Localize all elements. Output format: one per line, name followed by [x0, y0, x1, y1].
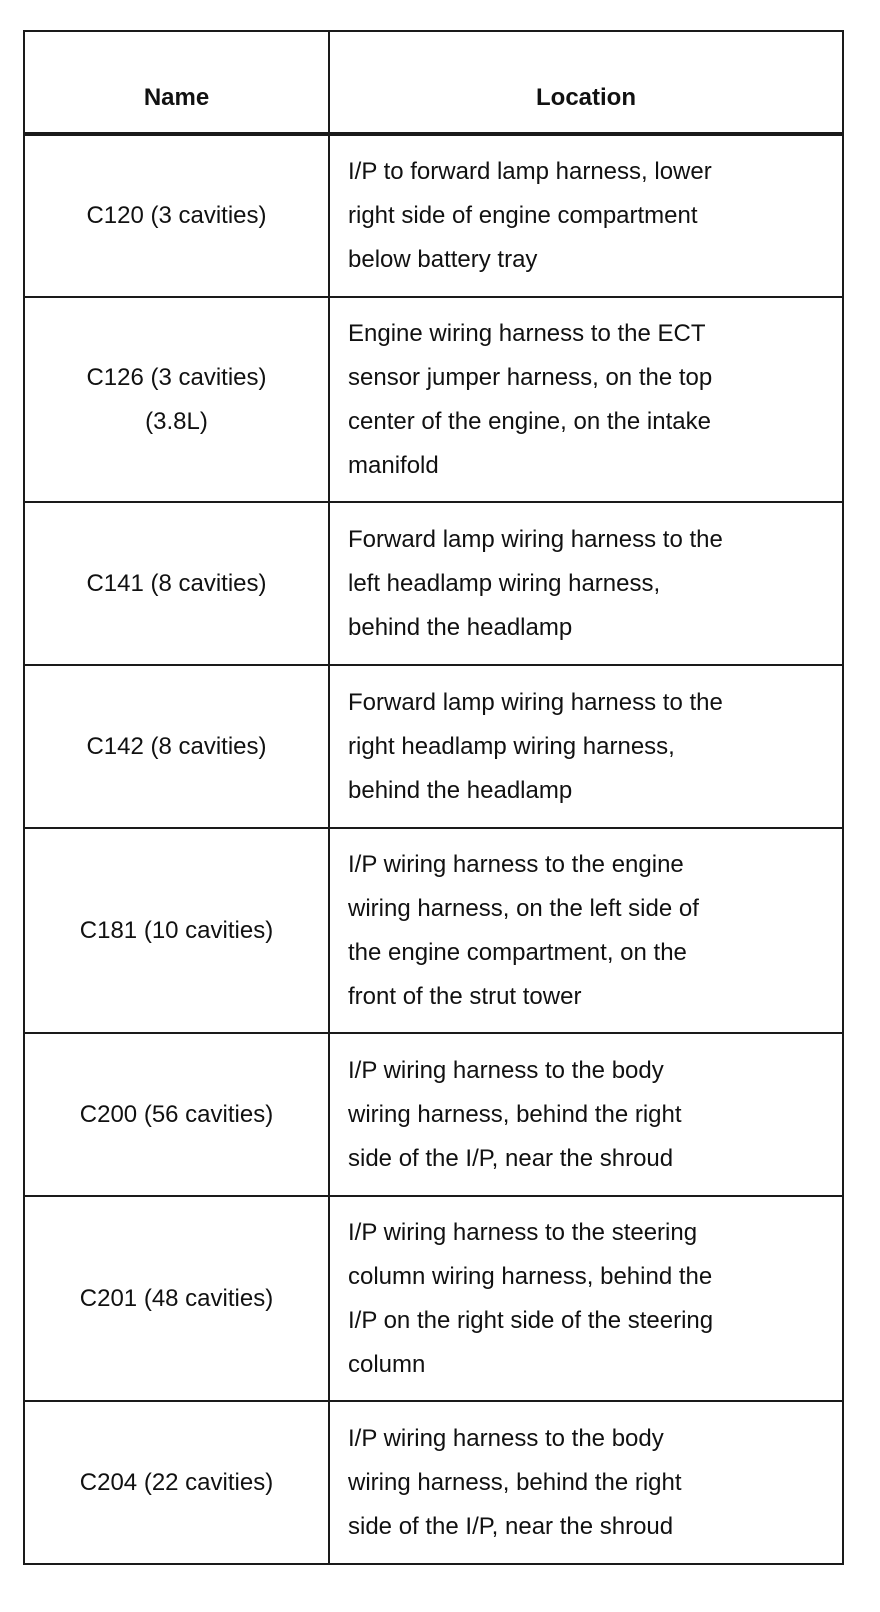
table-row	[24, 1196, 843, 1401]
connector-location-line: front of the strut tower	[348, 982, 582, 1010]
connector-location-line: column	[348, 1350, 426, 1378]
connector-location-line: behind the headlamp	[348, 613, 573, 641]
table-row	[24, 502, 843, 665]
connector-location-line: Forward lamp wiring harness to the	[348, 688, 723, 716]
connector-name-cell	[24, 665, 329, 828]
connector-name-cell	[24, 297, 329, 502]
connector-location-line: below battery tray	[348, 246, 538, 273]
table-row	[24, 828, 843, 1033]
connector-location-line: left headlamp wiring harness,	[348, 569, 661, 597]
table-row	[24, 134, 843, 297]
connector-location-cell	[329, 1196, 843, 1401]
table-row	[24, 1401, 843, 1564]
header-name: Name	[24, 31, 329, 134]
header-location: Location	[329, 31, 843, 134]
connector-location-line: column wiring harness, behind the	[348, 1262, 713, 1290]
connector-name-cell	[24, 828, 329, 1033]
connector-location-line: wiring harness, on the left side of	[348, 894, 699, 922]
connector-location-line: I/P wiring harness to the engine	[348, 850, 684, 878]
connector-location-line: right headlamp wiring harness,	[348, 732, 675, 760]
connector-location-line: I/P to forward lamp harness, lower	[348, 158, 712, 185]
table-row	[24, 665, 843, 828]
table-row	[24, 297, 843, 502]
connector-location-line: Forward lamp wiring harness to the	[348, 525, 723, 553]
connector-location-cell	[329, 665, 843, 828]
connector-location-line: I/P wiring harness to the steering	[348, 1218, 698, 1246]
connector-name-cell	[24, 1033, 329, 1196]
connector-location-line: the engine compartment, on the	[348, 938, 687, 966]
connector-location-line: center of the engine, on the intake	[348, 407, 711, 435]
connector-location-line: I/P wiring harness to the body	[348, 1056, 664, 1084]
connector-name-line: C142 (8 cavities)	[86, 732, 267, 760]
connector-name-line: C201 (48 cavities)	[79, 1284, 274, 1312]
connector-location-table	[23, 30, 844, 1565]
connector-location-line: I/P wiring harness to the body	[348, 1424, 664, 1452]
connector-name-cell	[24, 1401, 329, 1564]
connector-name-line: C200 (56 cavities)	[79, 1100, 274, 1128]
connector-location-line: wiring harness, behind the right	[348, 1468, 682, 1496]
connector-name-line: (3.8L)	[145, 407, 208, 435]
connector-location-cell	[329, 502, 843, 665]
connector-name-line: C141 (8 cavities)	[86, 569, 267, 597]
connector-location-line: side of the I/P, near the shroud	[348, 1512, 674, 1540]
connector-name-cell	[24, 502, 329, 665]
connector-location-cell	[329, 1033, 843, 1196]
connector-name-cell	[24, 134, 329, 297]
connector-name-line: C120 (3 cavities)	[86, 202, 267, 229]
connector-location-cell	[329, 1401, 843, 1564]
connector-location-cell	[329, 297, 843, 502]
connector-location-cell	[329, 828, 843, 1033]
connector-location-line: I/P on the right side of the steering	[348, 1306, 714, 1334]
connector-location-line: wiring harness, behind the right	[348, 1100, 682, 1128]
connector-location-line: manifold	[348, 451, 439, 479]
header-row	[24, 31, 843, 134]
connector-location-line: side of the I/P, near the shroud	[348, 1144, 674, 1172]
connector-location-line: behind the headlamp	[348, 776, 573, 804]
connector-name-cell	[24, 1196, 329, 1401]
connector-location-line: right side of engine compartment	[348, 202, 698, 229]
connector-location-line: sensor jumper harness, on the top	[348, 363, 713, 391]
connector-name-line: C126 (3 cavities)	[86, 363, 267, 391]
table-row	[24, 1033, 843, 1196]
connector-name-line: C204 (22 cavities)	[79, 1468, 274, 1496]
connector-location-cell	[329, 134, 843, 297]
connector-location-line: Engine wiring harness to the ECT	[348, 319, 706, 347]
connector-name-line: C181 (10 cavities)	[79, 916, 274, 944]
table-body	[24, 134, 843, 1564]
